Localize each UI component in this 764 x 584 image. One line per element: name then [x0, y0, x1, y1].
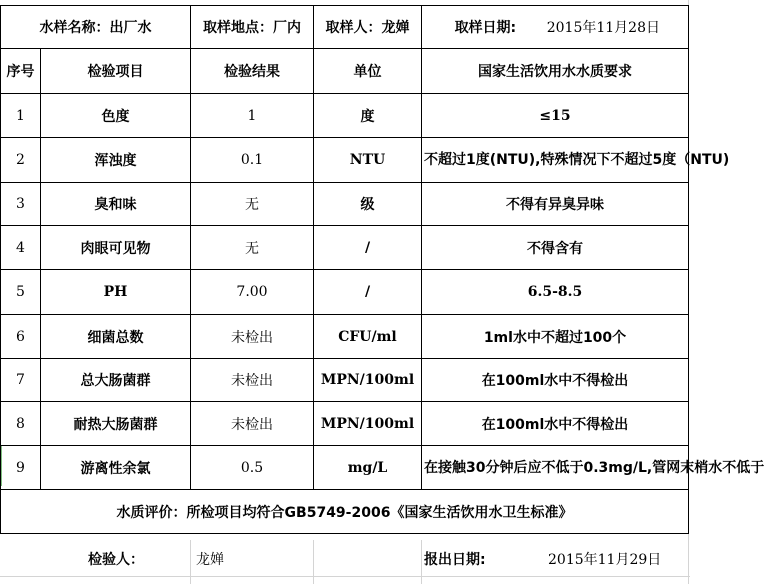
row-standard[interactable]: 不得含有 — [422, 226, 689, 270]
sample-date-label: 取样日期: — [454, 20, 517, 36]
sampler-cell[interactable] — [314, 6, 422, 49]
table-row — [1, 270, 689, 315]
row-no[interactable]: 2 — [1, 138, 41, 183]
evaluation-cell[interactable]: 水质评价：所检项目均符合GB5749-2006《国家生活饮用水卫生标准》 — [1, 490, 689, 534]
table-row — [1, 315, 689, 359]
row-no[interactable]: 7 — [1, 359, 41, 402]
row-no[interactable]: 4 — [1, 226, 41, 270]
table-row — [1, 359, 689, 402]
row-item[interactable]: PH — [41, 270, 191, 315]
row-standard[interactable]: 1ml水中不超过100个 — [422, 315, 689, 359]
footer-row — [0, 540, 690, 576]
sample-name: 水样名称：出厂水 — [39, 20, 152, 36]
row-standard[interactable]: 不超过1度(NTU),特殊情况下不超过5度（NTU) — [422, 138, 689, 183]
row-result[interactable]: 无 — [191, 226, 314, 270]
evaluation-row — [1, 490, 689, 534]
row-standard[interactable]: ≤15 — [422, 94, 689, 138]
sample-date: 2015年11月28日 — [546, 20, 660, 36]
row-no[interactable]: 3 — [1, 183, 41, 226]
row-no[interactable]: 8 — [1, 402, 41, 446]
row-unit[interactable]: NTU — [314, 138, 422, 183]
sheet-gridline — [190, 540, 191, 584]
sample-name-cell[interactable] — [1, 6, 191, 49]
water-quality-table — [0, 5, 764, 534]
col-header-result[interactable]: 检验结果 — [191, 49, 314, 94]
row-result[interactable]: 无 — [191, 183, 314, 226]
report-date-label: 报出日期: — [424, 552, 486, 568]
report-date[interactable]: 2015年11月29日 — [548, 552, 662, 568]
row-result[interactable]: 未检出 — [191, 315, 314, 359]
row-unit[interactable]: MPN/100ml — [314, 359, 422, 402]
row-unit[interactable]: MPN/100ml — [314, 402, 422, 446]
row-standard[interactable]: 在100ml水中不得检出 — [422, 402, 689, 446]
inspector-name[interactable]: 龙婵 — [196, 552, 224, 568]
row-item[interactable]: 臭和味 — [41, 183, 191, 226]
row-unit[interactable]: 度 — [314, 94, 422, 138]
row-item[interactable]: 细菌总数 — [41, 315, 191, 359]
sample-place-cell[interactable] — [191, 6, 314, 49]
row-result[interactable]: 0.5 — [191, 446, 314, 490]
table-row — [1, 446, 689, 490]
row-result[interactable]: 1 — [191, 94, 314, 138]
row-item[interactable]: 耐热大肠菌群 — [41, 402, 191, 446]
row-item[interactable]: 浑浊度 — [41, 138, 191, 183]
table-row — [1, 402, 689, 446]
col-header-no[interactable]: 序号 — [1, 49, 41, 94]
row-no[interactable]: 1 — [1, 94, 41, 138]
row-unit[interactable]: / — [314, 226, 422, 270]
sheet-gridline — [421, 540, 422, 584]
col-header-unit[interactable]: 单位 — [314, 49, 422, 94]
col-header-item[interactable]: 检验项目 — [41, 49, 191, 94]
table-row — [1, 138, 689, 183]
inspector-label: 检验人： — [88, 552, 144, 568]
row-unit[interactable]: CFU/ml — [314, 315, 422, 359]
column-header-row — [1, 49, 689, 94]
sample-place: 取样地点：厂内 — [203, 20, 301, 36]
row-standard[interactable]: 在100ml水中不得检出 — [422, 359, 689, 402]
row-no[interactable]: 9 — [1, 446, 41, 490]
sample-date-cell[interactable] — [422, 6, 689, 49]
row-result[interactable]: 7.00 — [191, 270, 314, 315]
row-result[interactable]: 未检出 — [191, 402, 314, 446]
table-row — [1, 183, 689, 226]
row-standard[interactable]: 不得有异臭异味 — [422, 183, 689, 226]
col-header-standard[interactable]: 国家生活饮用水水质要求 — [422, 49, 689, 94]
row-item[interactable]: 肉眼可见物 — [41, 226, 191, 270]
row-result[interactable]: 未检出 — [191, 359, 314, 402]
sheet-gridline — [313, 540, 314, 584]
row-unit[interactable]: mg/L — [314, 446, 422, 490]
row-item[interactable]: 游离性余氯 — [41, 446, 191, 490]
row-item[interactable]: 色度 — [41, 94, 191, 138]
row-no[interactable]: 6 — [1, 315, 41, 359]
header-info-row — [1, 6, 689, 49]
table-row — [1, 94, 689, 138]
table-row — [1, 226, 689, 270]
sampler: 取样人：龙婵 — [325, 20, 410, 36]
row-unit[interactable]: / — [314, 270, 422, 315]
row-standard[interactable]: 6.5-8.5 — [422, 270, 689, 315]
row-standard[interactable]: 在接触30分钟后应不低于0.3mg/L,管网末梢水不低于 — [422, 446, 689, 490]
sheet-gridline — [0, 576, 690, 577]
row-unit[interactable]: 级 — [314, 183, 422, 226]
row-no[interactable]: 5 — [1, 270, 41, 315]
row-item[interactable]: 总大肠菌群 — [41, 359, 191, 402]
row-result[interactable]: 0.1 — [191, 138, 314, 183]
